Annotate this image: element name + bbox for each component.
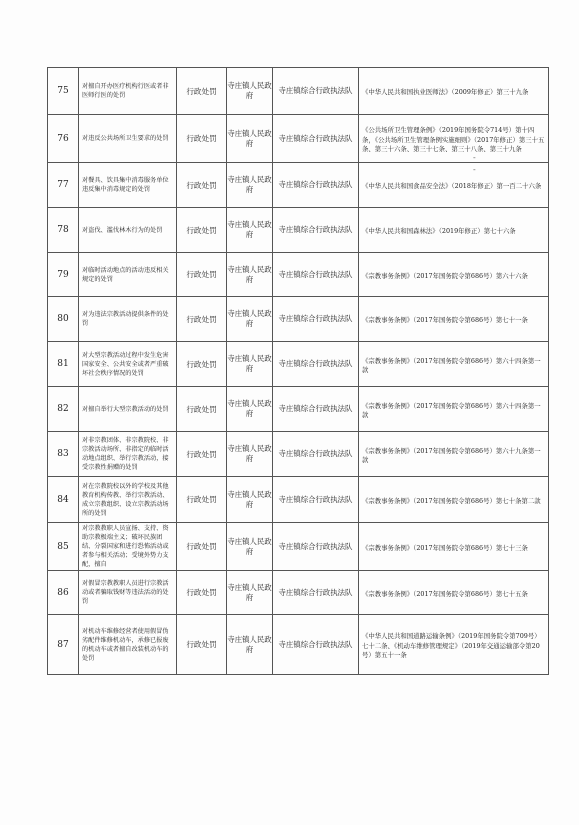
- legal-basis-text: 《公共场所卫生管理条例》（2019年国务院令714号）第十四条，《公共场所卫生管理条例实施细则》（2017年修正）第三十五条、第三十六条、第三十七条、第三十八条、第三十九条: [362, 126, 545, 154]
- legal-basis-text: 《宗教事务条例》（2017年国务院令第686号）第七十一条: [362, 316, 528, 325]
- row-authority: 寺庄镇人民政府: [227, 297, 273, 342]
- row-executor: 寺庄镇综合行政执法队: [273, 208, 359, 253]
- row-item-name: 对违反公共场所卫生要求的处罚: [79, 115, 177, 163]
- row-executor: 寺庄镇综合行政执法队: [273, 432, 359, 477]
- legal-basis-text: 《宗教事务条例》（2017年国务院令第686号）第六十六条: [362, 271, 528, 280]
- table-row: [48, 523, 549, 571]
- table-row: [48, 253, 549, 297]
- row-executor: 寺庄镇综合行政执法队: [273, 115, 359, 163]
- row-number: 80: [48, 297, 79, 342]
- row-authority: 寺庄镇人民政府: [227, 68, 273, 115]
- row-legal-basis: [359, 208, 549, 253]
- row-authority: 寺庄镇人民政府: [227, 477, 273, 523]
- row-type: 行政处罚: [177, 432, 227, 477]
- table-row: [48, 297, 549, 342]
- row-executor: 寺庄镇综合行政执法队: [273, 342, 359, 387]
- row-item-name: 对为违法宗教活动提供条件的处罚: [79, 297, 177, 342]
- row-authority: 寺庄镇人民政府: [227, 342, 273, 387]
- row-number: 78: [48, 208, 79, 253]
- row-legal-basis: [359, 115, 549, 163]
- row-legal-basis: [359, 477, 549, 523]
- row-type: 行政处罚: [177, 342, 227, 387]
- row-executor: 寺庄镇综合行政执法队: [273, 253, 359, 297]
- table-row: [48, 571, 549, 615]
- table-row: [48, 387, 549, 432]
- row-type: 行政处罚: [177, 253, 227, 297]
- row-item-name: 对宗教教职人员宣扬、支持、资助宗教极端主义；破坏民族团结、分裂国家和进行恐怖活动或者参与相关活动；受境外势力支配，擅自: [79, 523, 177, 571]
- table-row: [48, 208, 549, 253]
- row-legal-basis: [359, 615, 549, 675]
- row-type: 行政处罚: [177, 115, 227, 163]
- row-legal-basis: [359, 387, 549, 432]
- row-number: 85: [48, 523, 79, 571]
- row-authority: 寺庄镇人民政府: [227, 387, 273, 432]
- legal-basis-text: 《中华人民共和国执业医师法》（2009年修正）第三十九条: [362, 88, 529, 97]
- row-type: 行政处罚: [177, 523, 227, 571]
- row-number: 87: [48, 615, 79, 675]
- table-row: [48, 615, 549, 675]
- row-executor: 寺庄镇综合行政执法队: [273, 68, 359, 115]
- row-executor: 寺庄镇综合行政执法队: [273, 523, 359, 571]
- row-type: 行政处罚: [177, 571, 227, 615]
- row-item-name: 对在宗教院校以外的学校及其他教育机构传教、举行宗教活动、成立宗教组织、设立宗教活动场所的处罚: [79, 477, 177, 523]
- row-legal-basis: [359, 432, 549, 477]
- row-authority: 寺庄镇人民政府: [227, 163, 273, 208]
- legal-basis-text: 《宗教事务条例》（2017年国务院令第686号）第六十四条第一款: [362, 401, 541, 419]
- legal-basis-text: 《中华人民共和国食品安全法》（2018年修正）第一百二十六条: [362, 182, 542, 191]
- row-item-name: 对擅自开办医疗机构行医或者非医师行医的处罚: [79, 68, 177, 115]
- row-type: 行政处罚: [177, 68, 227, 115]
- row-legal-basis: [359, 163, 549, 208]
- row-item-name: 对擅自举行大型宗教活动的处罚: [79, 387, 177, 432]
- row-type: 行政处罚: [177, 477, 227, 523]
- row-number: 83: [48, 432, 79, 477]
- legal-basis-text: 《宗教事务条例》（2017年国务院令第686号）第七十三条: [362, 543, 528, 552]
- legal-basis-text: 《宗教事务条例》（2017年国务院令第686号）第六十四条第一款: [362, 356, 541, 374]
- row-number: 82: [48, 387, 79, 432]
- row-legal-basis: [359, 253, 549, 297]
- table-row: [48, 477, 549, 523]
- row-executor: 寺庄镇综合行政执法队: [273, 571, 359, 615]
- row-executor: 寺庄镇综合行政执法队: [273, 163, 359, 208]
- row-type: 行政处罚: [177, 208, 227, 253]
- row-number: 86: [48, 571, 79, 615]
- margin-mark: -: [473, 165, 476, 174]
- margin-mark: -: [473, 153, 476, 162]
- row-authority: 寺庄镇人民政府: [227, 523, 273, 571]
- row-authority: 寺庄镇人民政府: [227, 253, 273, 297]
- row-authority: 寺庄镇人民政府: [227, 115, 273, 163]
- row-type: 行政处罚: [177, 387, 227, 432]
- row-authority: 寺庄镇人民政府: [227, 432, 273, 477]
- row-item-name: 对机动车维修经营者使用假冒伪劣配件维修机动车，承修已报废的机动车或者擅自改装机动车的处罚: [79, 615, 177, 675]
- row-item-name: 对非宗教团体、非宗教院校、非宗教活动场所、非指定的临时活动地点组织、举行宗教活动，接受宗教性捐赠的处罚: [79, 432, 177, 477]
- row-legal-basis: [359, 342, 549, 387]
- row-executor: 寺庄镇综合行政执法队: [273, 297, 359, 342]
- row-authority: 寺庄镇人民政府: [227, 615, 273, 675]
- row-number: 76: [48, 115, 79, 163]
- row-number: 81: [48, 342, 79, 387]
- legal-basis-text: 《宗教事务条例》（2017年国务院令第686号）第七十五条: [362, 589, 528, 598]
- row-executor: 寺庄镇综合行政执法队: [273, 387, 359, 432]
- row-legal-basis: [359, 571, 549, 615]
- row-item-name: 对大型宗教活动过程中发生危害国家安全、公共安全或者严重破坏社会秩序情况的处罚: [79, 342, 177, 387]
- row-legal-basis: [359, 297, 549, 342]
- row-type: 行政处罚: [177, 163, 227, 208]
- row-type: 行政处罚: [177, 615, 227, 675]
- row-number: 77: [48, 163, 79, 208]
- legal-basis-text: 《中华人民共和国道路运输条例》（2019年国务院令第709号）七十二条、《机动车维修管理规定》（2019年交通运输部令第20号）第五十一条: [362, 632, 541, 660]
- row-number: 75: [48, 68, 79, 115]
- row-legal-basis: [359, 523, 549, 571]
- row-number: 84: [48, 477, 79, 523]
- legal-basis-text: 《宗教事务条例》（2017年国务院令第686号）第六十九条第一款: [362, 446, 541, 464]
- row-type: 行政处罚: [177, 297, 227, 342]
- table-row: [48, 432, 549, 477]
- row-item-name: 对假冒宗教教职人员进行宗教活动或者骗取钱财等违法活动的处罚: [79, 571, 177, 615]
- row-number: 79: [48, 253, 79, 297]
- table-row: [48, 342, 549, 387]
- legal-basis-text: 《宗教事务条例》（2017年国务院令第686号）第七十条第二款: [362, 496, 541, 505]
- row-authority: 寺庄镇人民政府: [227, 208, 273, 253]
- legal-basis-text: 《中华人民共和国森林法》（2019年修正）第七十六条: [362, 227, 516, 236]
- row-authority: 寺庄镇人民政府: [227, 571, 273, 615]
- row-executor: 寺庄镇综合行政执法队: [273, 615, 359, 675]
- row-legal-basis: [359, 68, 549, 115]
- row-item-name: 对餐具、饮具集中消毒服务单位违反集中消毒规定的处罚: [79, 163, 177, 208]
- table-row: [48, 68, 549, 115]
- row-executor: 寺庄镇综合行政执法队: [273, 477, 359, 523]
- row-item-name: 对盗伐、滥伐林木行为的处罚: [79, 208, 177, 253]
- row-item-name: 对临时活动地点的活动违反相关规定的处罚: [79, 253, 177, 297]
